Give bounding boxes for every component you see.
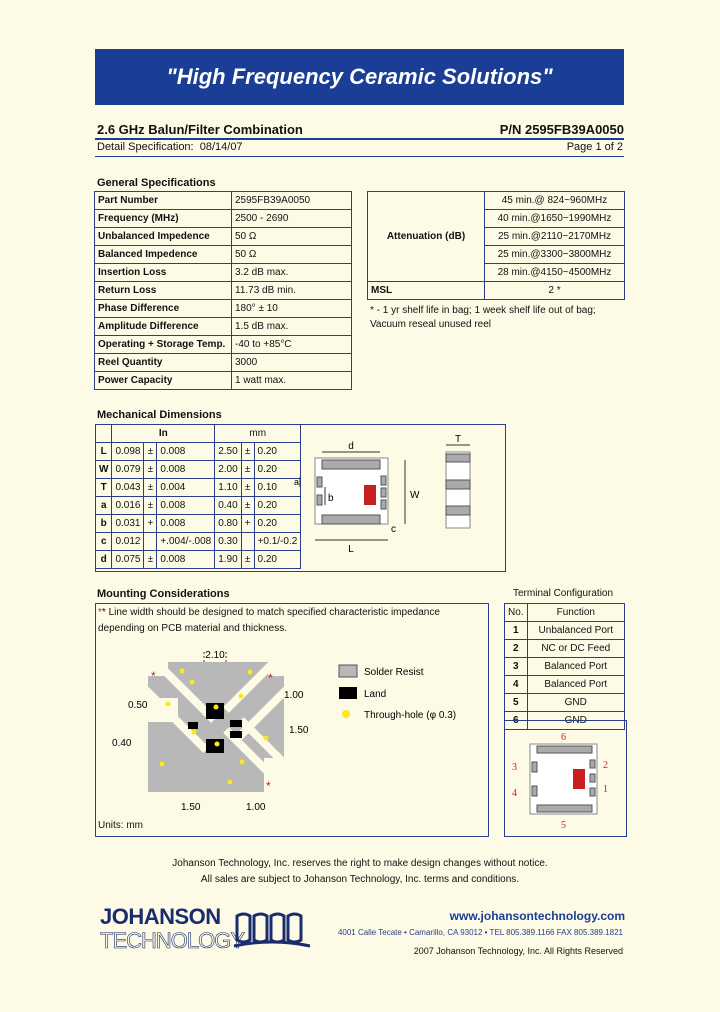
mechanical-title: Mechanical Dimensions bbox=[97, 409, 222, 421]
dimension-row bbox=[96, 461, 301, 479]
pin-1-label: 1 bbox=[603, 784, 608, 795]
dim-w-label: W bbox=[410, 490, 420, 501]
mm-sign: ± bbox=[241, 497, 254, 515]
col-function: Function bbox=[527, 604, 624, 622]
msl-note-2: Vacuum reseal unused reel bbox=[370, 319, 491, 330]
legend-via-label: Through-hole (φ 0.3) bbox=[364, 710, 457, 721]
pin-6-label: 6 bbox=[561, 732, 566, 743]
chip-side-view bbox=[446, 452, 470, 528]
spec-value: 3.2 dB max. bbox=[232, 264, 352, 282]
legend-via-swatch bbox=[342, 710, 350, 718]
general-specs-table bbox=[94, 191, 352, 390]
dim-0-50: 0.50 bbox=[128, 700, 148, 711]
dim-1-50-right: 1.50 bbox=[289, 725, 309, 736]
mounting-note-2: depending on PCB material and thickness. bbox=[98, 623, 288, 634]
mechanical-table bbox=[95, 424, 301, 569]
terminal-row bbox=[505, 694, 625, 712]
terminal-function: GND bbox=[527, 694, 624, 712]
dimension-row bbox=[96, 533, 301, 551]
term-pad-1 bbox=[590, 774, 595, 782]
spec-label: Phase Difference bbox=[95, 300, 232, 318]
land-pad bbox=[188, 722, 198, 729]
land-pattern-drawing bbox=[96, 640, 486, 820]
spec-value: 1 watt max. bbox=[232, 372, 352, 390]
spec-value: 2500 - 2690 bbox=[232, 210, 352, 228]
msl-label: MSL bbox=[368, 282, 485, 300]
dim-key: T bbox=[96, 479, 112, 497]
terminal-diagram bbox=[505, 728, 624, 833]
dim-d-label: d bbox=[348, 441, 354, 452]
col-mm: mm bbox=[215, 425, 301, 443]
side-pad bbox=[446, 480, 470, 489]
spec-value: 1.5 dB max. bbox=[232, 318, 352, 336]
spec-label: Power Capacity bbox=[95, 372, 232, 390]
dim-0-40: 0.40 bbox=[112, 738, 132, 749]
in-value: 0.098 bbox=[112, 443, 144, 461]
spec-label: Amplitude Difference bbox=[95, 318, 232, 336]
terminal-row bbox=[505, 658, 625, 676]
dim-key: b bbox=[96, 515, 112, 533]
spec-row bbox=[95, 264, 352, 282]
in-sign: ± bbox=[144, 461, 157, 479]
attenuation-value: 25 min.@2110~2170MHz bbox=[485, 228, 625, 246]
mm-value: 0.40 bbox=[215, 497, 241, 515]
mm-sign: ± bbox=[241, 443, 254, 461]
company-address: 4001 Calle Tecate • Camarillo, CA 93012 • TEL 805.389.1166 FAX 805.389.1821 bbox=[337, 928, 623, 937]
legend-solder-swatch bbox=[339, 665, 357, 677]
mm-sign: ± bbox=[241, 479, 254, 497]
mm-value: 1.10 bbox=[215, 479, 241, 497]
product-title: 2.6 GHz Balun/Filter Combination bbox=[97, 122, 303, 137]
in-tol: +.004/-.008 bbox=[157, 533, 215, 551]
spec-row bbox=[95, 246, 352, 264]
dim-key: d bbox=[96, 551, 112, 569]
dimension-row bbox=[96, 497, 301, 515]
spec-label: Frequency (MHz) bbox=[95, 210, 232, 228]
mm-sign bbox=[241, 533, 254, 551]
terminal-no: 4 bbox=[505, 676, 528, 694]
dimension-row bbox=[96, 479, 301, 497]
chip-left-pad bbox=[317, 495, 322, 505]
spec-row bbox=[95, 354, 352, 372]
in-tol: 0.008 bbox=[157, 515, 215, 533]
attenuation-value: 25 min.@3300~3800MHz bbox=[485, 246, 625, 264]
in-sign: ± bbox=[144, 497, 157, 515]
pin-5-label: 5 bbox=[561, 820, 566, 831]
footer-disclaimer-2: All sales are subject to Johanson Technology, Inc. terms and conditions. bbox=[200, 874, 520, 885]
land-pad bbox=[230, 720, 242, 727]
dim-1-00-top: 1.00 bbox=[284, 690, 304, 701]
spec-row bbox=[95, 192, 352, 210]
terminal-row bbox=[505, 676, 625, 694]
msl-note-1: * - 1 yr shelf life in bag; 1 week shelf life out of bag; bbox=[370, 305, 596, 316]
company-url[interactable]: www.johansontechnology.com bbox=[449, 909, 625, 923]
land-pad bbox=[230, 731, 242, 738]
terminal-table bbox=[504, 603, 625, 730]
mm-sign: ± bbox=[241, 461, 254, 479]
legend-solder-label: Solder Resist bbox=[364, 667, 424, 678]
dim-key: a bbox=[96, 497, 112, 515]
spec-value: 2595FB39A0050 bbox=[232, 192, 352, 210]
logo-text-bottom: TECHNOLOGY bbox=[100, 928, 245, 953]
terminal-function: Unbalanced Port bbox=[527, 622, 624, 640]
spec-row bbox=[95, 372, 352, 390]
dimension-row bbox=[96, 515, 301, 533]
in-sign: ± bbox=[144, 551, 157, 569]
attenuation-value: 28 min.@4150~4500MHz bbox=[485, 264, 625, 282]
spec-row bbox=[95, 228, 352, 246]
spec-label: Unbalanced Impedence bbox=[95, 228, 232, 246]
company-logo-icon bbox=[232, 908, 312, 952]
mm-tol: +0.1/-0.2 bbox=[254, 533, 301, 551]
spec-label: Detail Specification: 08/14/07 bbox=[97, 141, 243, 153]
mm-tol: 0.20 bbox=[254, 497, 301, 515]
term-pad-5 bbox=[537, 805, 592, 812]
in-tol: 0.008 bbox=[157, 461, 215, 479]
in-sign: ± bbox=[144, 479, 157, 497]
terminal-no: 5 bbox=[505, 694, 528, 712]
attenuation-value: 45 min.@ 824~960MHz bbox=[485, 192, 625, 210]
side-pad bbox=[446, 506, 470, 515]
chip-right-pad bbox=[381, 476, 386, 485]
mm-sign: ± bbox=[241, 551, 254, 569]
pin-3-label: 3 bbox=[512, 762, 517, 773]
attenuation-label: Attenuation (dB) bbox=[368, 192, 485, 282]
in-tol: 0.008 bbox=[157, 497, 215, 515]
term-pad-6 bbox=[537, 746, 592, 753]
terminal-no: 1 bbox=[505, 622, 528, 640]
spec-label: Reel Quantity bbox=[95, 354, 232, 372]
terminal-no: 2 bbox=[505, 640, 528, 658]
chip-dimension-drawing bbox=[290, 430, 500, 565]
page-banner: "High Frequency Ceramic Solutions" bbox=[95, 49, 624, 105]
units-label: Units: mm bbox=[98, 820, 143, 831]
spec-value: -40 to +85°C bbox=[232, 336, 352, 354]
col-in: In bbox=[112, 425, 215, 443]
in-value: 0.043 bbox=[112, 479, 144, 497]
terminal-title: Terminal Configuration bbox=[513, 588, 614, 599]
dim-1-50-bottom: 1.50 bbox=[181, 802, 201, 813]
term-pad-4 bbox=[532, 786, 537, 796]
copyright: 2007 Johanson Technology, Inc. All Rights Reserved bbox=[413, 946, 623, 956]
mm-value: 2.50 bbox=[215, 443, 241, 461]
dim-c-label: c bbox=[391, 524, 396, 535]
header-rule bbox=[95, 138, 624, 140]
dim-a-label: a bbox=[294, 477, 300, 487]
mm-tol: 0.20 bbox=[254, 461, 301, 479]
in-value: 0.075 bbox=[112, 551, 144, 569]
terminal-function: Balanced Port bbox=[527, 658, 624, 676]
chip-right-pad bbox=[381, 488, 386, 497]
spec-label: Insertion Loss bbox=[95, 264, 232, 282]
mm-value: 0.80 bbox=[215, 515, 241, 533]
pin-2-label: 2 bbox=[603, 760, 608, 771]
spec-row bbox=[95, 282, 352, 300]
dimension-row bbox=[96, 443, 301, 461]
dim-b-label: b bbox=[328, 493, 334, 504]
dim-key: L bbox=[96, 443, 112, 461]
in-value: 0.012 bbox=[112, 533, 144, 551]
spec-date: 08/14/07 bbox=[199, 141, 243, 153]
spec-label: Return Loss bbox=[95, 282, 232, 300]
chip-right-pad bbox=[381, 500, 386, 509]
in-tol: 0.008 bbox=[157, 551, 215, 569]
land-pad bbox=[206, 739, 224, 753]
term-pad-1b bbox=[590, 788, 595, 796]
chip-top-pad bbox=[322, 460, 380, 469]
dimension-row bbox=[96, 551, 301, 569]
in-tol: 0.004 bbox=[157, 479, 215, 497]
mounting-title: Mounting Considerations bbox=[97, 588, 230, 600]
terminal-no: 3 bbox=[505, 658, 528, 676]
spec-row bbox=[95, 336, 352, 354]
terminal-function: NC or DC Feed bbox=[527, 640, 624, 658]
spec-value: 11.73 dB min. bbox=[232, 282, 352, 300]
mm-tol: 0.10 bbox=[254, 479, 301, 497]
footer-disclaimer-1: Johanson Technology, Inc. reserves the right to make design changes without notice. bbox=[172, 858, 548, 869]
general-specs-title: General Specifications bbox=[97, 177, 216, 189]
spec-label: Operating + Storage Temp. bbox=[95, 336, 232, 354]
term-chip-body bbox=[530, 744, 597, 814]
msl-value: 2 * bbox=[485, 282, 625, 300]
mm-value: 0.30 bbox=[215, 533, 241, 551]
mm-sign: + bbox=[241, 515, 254, 533]
spec-label: Part Number bbox=[95, 192, 232, 210]
dim-1-00-bottom: 1.00 bbox=[246, 802, 266, 813]
mounting-note-1: ** Line width should be designed to match specified characteristic impedance bbox=[98, 607, 440, 618]
spec-value: 50 Ω bbox=[232, 228, 352, 246]
mm-tol: 0.20 bbox=[254, 515, 301, 533]
in-sign: + bbox=[144, 515, 157, 533]
impedance-star: * bbox=[151, 669, 156, 683]
chip-bottom-pad bbox=[322, 515, 380, 524]
in-tol: 0.008 bbox=[157, 443, 215, 461]
side-pad bbox=[446, 454, 470, 462]
in-value: 0.031 bbox=[112, 515, 144, 533]
spec-label: Balanced Impedence bbox=[95, 246, 232, 264]
dim-t-label: T bbox=[454, 434, 462, 445]
term-pad-2 bbox=[590, 760, 595, 768]
legend-land-label: Land bbox=[364, 689, 387, 700]
dim-l-label: L bbox=[348, 544, 354, 555]
dim-key: c bbox=[96, 533, 112, 551]
legend-land-swatch bbox=[339, 687, 357, 699]
in-sign: ± bbox=[144, 443, 157, 461]
impedance-star: * bbox=[268, 671, 273, 685]
spec-value: 50 Ω bbox=[232, 246, 352, 264]
terminal-row bbox=[505, 640, 625, 658]
term-orientation-mark bbox=[573, 769, 585, 789]
attenuation-table bbox=[367, 191, 625, 300]
mm-tol: 0.20 bbox=[254, 443, 301, 461]
spec-row bbox=[95, 210, 352, 228]
page-number: Page 1 of 2 bbox=[566, 141, 623, 153]
mm-value: 1.90 bbox=[215, 551, 241, 569]
logo-text-top: JOHANSON bbox=[100, 904, 221, 929]
in-value: 0.016 bbox=[112, 497, 144, 515]
spec-value: 3000 bbox=[232, 354, 352, 372]
attenuation-value: 40 min.@1650~1990MHz bbox=[485, 210, 625, 228]
in-value: 0.079 bbox=[112, 461, 144, 479]
mm-value: 2.00 bbox=[215, 461, 241, 479]
spec-row bbox=[95, 318, 352, 336]
part-number-title: P/N 2595FB39A0050 bbox=[499, 122, 624, 137]
terminal-no: 6 bbox=[505, 712, 528, 730]
header-rule-2 bbox=[95, 156, 624, 157]
impedance-star: * bbox=[266, 779, 271, 793]
mm-tol: 0.20 bbox=[254, 551, 301, 569]
chip-orientation-mark bbox=[364, 485, 376, 505]
pin-4-label: 4 bbox=[512, 788, 517, 799]
spec-row bbox=[95, 300, 352, 318]
dim-2-10: 2.10 bbox=[205, 650, 225, 661]
terminal-function: Balanced Port bbox=[527, 676, 624, 694]
chip-left-pad bbox=[317, 477, 322, 487]
col-no: No. bbox=[505, 604, 528, 622]
terminal-row bbox=[505, 622, 625, 640]
term-pad-3 bbox=[532, 762, 537, 772]
in-sign bbox=[144, 533, 157, 551]
spec-value: 180° ± 10 bbox=[232, 300, 352, 318]
terminal-function: GND bbox=[527, 712, 624, 730]
dim-key: W bbox=[96, 461, 112, 479]
